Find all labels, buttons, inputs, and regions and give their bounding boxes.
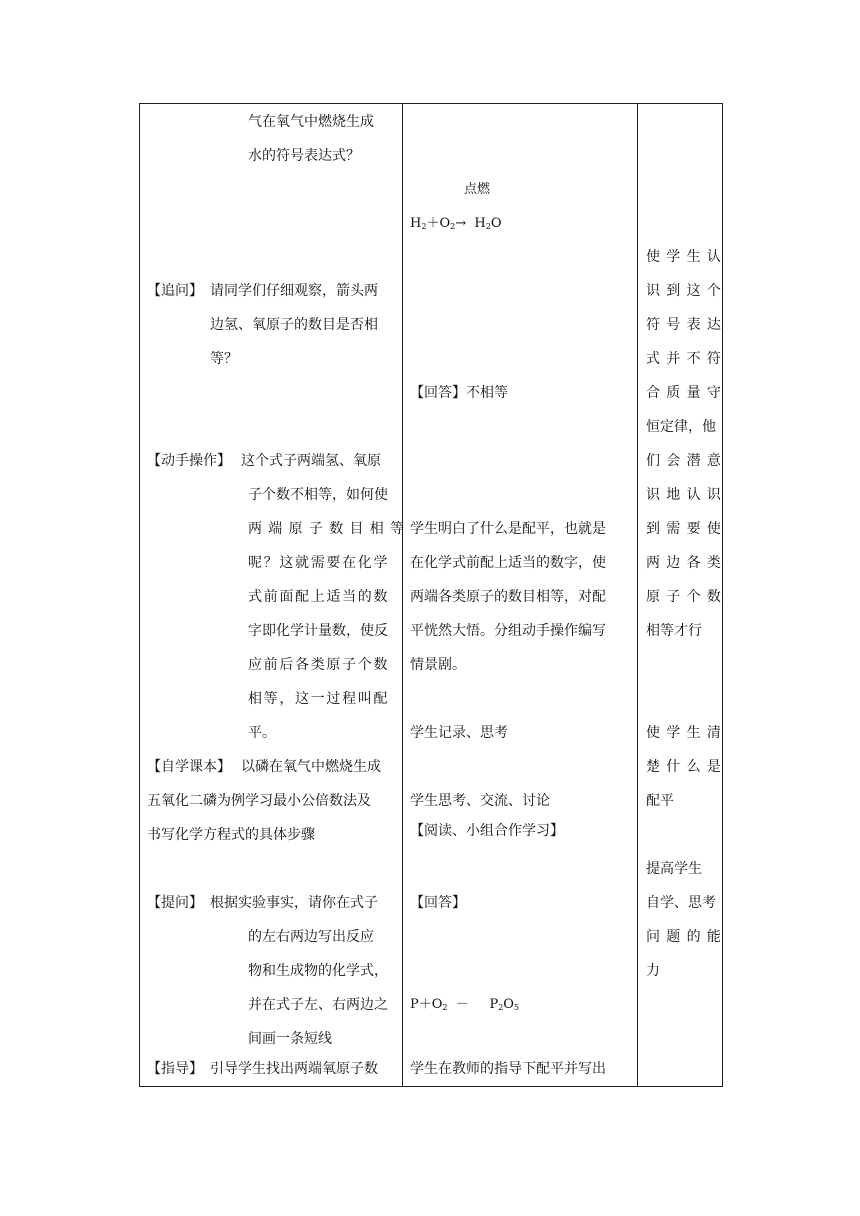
text-line: 间画一条短线	[248, 1031, 332, 1047]
text-line: 引导学生找出两端氧原子数	[210, 1061, 378, 1077]
text-line: 根据实验事实，请你在式子	[210, 895, 378, 911]
text-line: 相等才行	[646, 623, 702, 639]
text-line: 字即化学计量数，使反	[248, 623, 388, 639]
reaction-condition: 点燃	[464, 182, 491, 197]
section-tag-dongshou: 【动手操作】	[147, 453, 231, 469]
text-line: 的左右两边写出反应	[248, 929, 374, 945]
text-line: 物和生成物的化学式，	[248, 963, 388, 979]
text-line: 【回答】不相等	[410, 385, 508, 401]
text-line: 边氢、氧原子的数目是否相	[210, 317, 378, 333]
text-line: 配平	[646, 793, 674, 809]
text-line: 请同学们仔细观察，箭头两	[210, 283, 378, 299]
equation-2: $P+O_2$ － $P_2O_5$	[410, 997, 520, 1012]
text-line: 气在氧气中燃烧生成	[248, 114, 374, 130]
text-line: 学生在教师的指导下配平并写出	[410, 1061, 606, 1077]
text-line: 这个式子两端氢、氧原	[241, 453, 381, 469]
text-line: 两边各类	[646, 555, 728, 571]
text-line: 学生思考、交流、讨论	[410, 793, 550, 809]
text-line: 符号表达	[646, 317, 728, 333]
text-line: 提高学生	[646, 861, 702, 877]
equation-1: $H_2+O_2\to H_2O$	[410, 216, 502, 231]
text-line: 们会潜意	[646, 453, 728, 469]
text-line: 两端原子数目相等	[248, 521, 411, 537]
text-line: 识地认识	[646, 487, 728, 503]
section-tag-tiwen: 【提问】	[147, 895, 203, 911]
text-line: 力	[646, 963, 660, 979]
text-line: 式前面配上适当的数	[248, 589, 390, 605]
text-line: 原子个数	[646, 589, 728, 605]
text-line: 呢？这就需要在化学	[248, 555, 390, 571]
text-line: 情景剧。	[410, 657, 466, 673]
text-line: 自学、思考	[646, 895, 716, 911]
text-line: 【回答】	[410, 895, 466, 911]
text-line: 【阅读、小组合作学习】	[410, 823, 564, 839]
text-line: 楚什么是	[646, 759, 728, 775]
text-line: 书写化学方程式的具体步骤	[147, 827, 315, 843]
text-line: 两端各类原子的数目相等，对配	[410, 589, 606, 605]
text-line: 子个数不相等，如何使	[248, 487, 388, 503]
text-line: 水的符号表达式？	[248, 148, 360, 164]
text-line: 问题的能	[646, 929, 728, 945]
arrow-icon: →	[455, 216, 467, 231]
text-line: 识到这个	[646, 283, 728, 299]
text-line: 恒定律，他	[646, 419, 716, 435]
text-line: 合质量守	[646, 385, 728, 401]
section-tag-zhidao: 【指导】	[147, 1061, 203, 1077]
text-line: 并在式子左、右两边之	[248, 997, 388, 1013]
text-line: 在化学式前配上适当的数字，使	[410, 555, 606, 571]
text-line: 应前后各类原子个数	[248, 657, 390, 673]
section-tag-zhuiwen: 【追问】	[147, 283, 203, 299]
text-line: 到需要使	[646, 521, 728, 537]
column-divider-2	[637, 104, 638, 1086]
text-line: 式并不符	[646, 351, 728, 367]
text-line: 学生记录、思考	[410, 725, 508, 741]
text-line: 相等，这一过程叫配	[248, 691, 390, 707]
text-line: 平恍然大悟。分组动手操作编写	[410, 623, 606, 639]
section-tag-zixue: 【自学课本】	[147, 759, 231, 775]
text-line: 五氧化二磷为例学习最小公倍数法及	[147, 793, 371, 809]
text-line: 使学生认	[646, 249, 728, 265]
text-line: 等？	[210, 351, 238, 367]
text-line: 平。	[248, 725, 276, 741]
column-divider-1	[402, 104, 403, 1086]
text-line: 使学生清	[646, 725, 728, 741]
text-line: 以磷在氧气中燃烧生成	[241, 759, 381, 775]
text-line: 学生明白了什么是配平，也就是	[410, 521, 606, 537]
